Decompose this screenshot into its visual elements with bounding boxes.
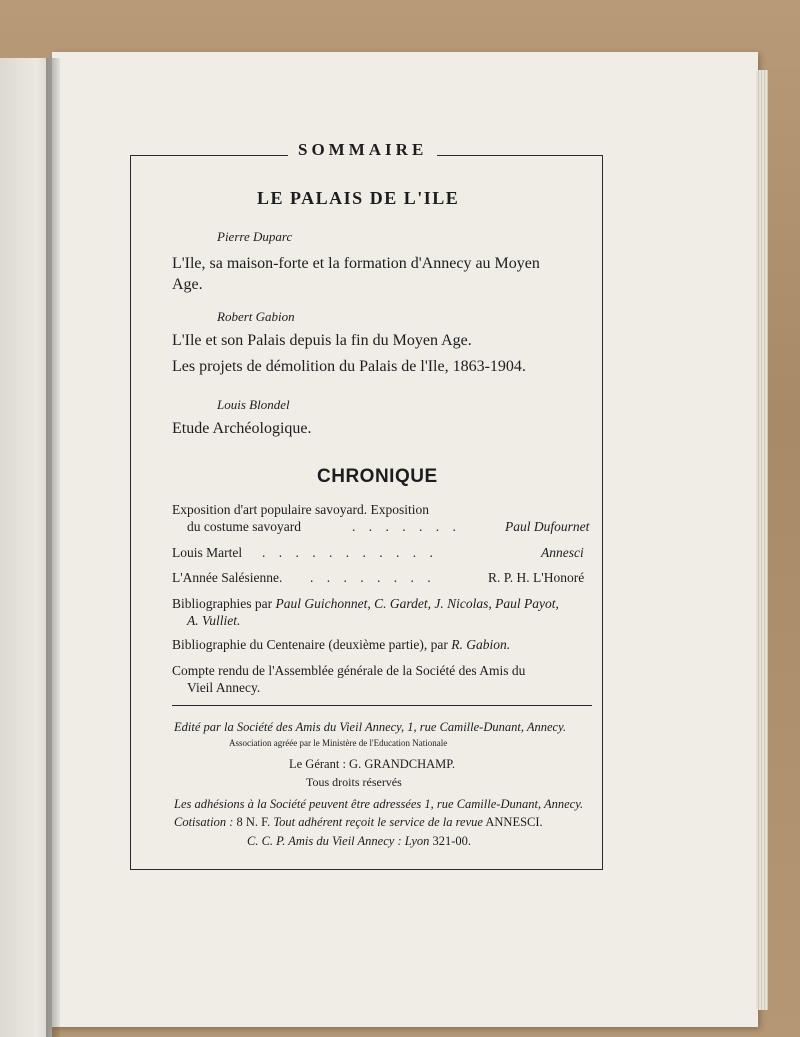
leader-dots: . . . . . . . [352,519,461,534]
sommaire-heading: SOMMAIRE [288,140,437,160]
article-2: L'Ile et son Palais depuis la fin du Moyen Age. [172,332,472,349]
chronique-item-2-author: Annesci [541,545,584,560]
chronique-item-1-line-1: Exposition d'art populaire savoyard. Exposition [172,502,430,517]
footer-rule [172,705,592,706]
footer-ccp [247,834,471,849]
article-1-line-1: L'Ile, sa maison-forte et la formation d'Annecy au Moyen [172,255,540,272]
footer-journal-name: ANNESCI. [485,815,543,829]
footer-publisher-name: Edité par la Société des Amis du Vieil Annecy, [174,720,405,734]
chronique-item-4-line-1 [172,596,559,612]
bibliographie-centenaire-author: R. Gabion. [451,637,511,652]
footer-cotisation-amount: 8 N. F. [236,815,271,829]
footer-publisher [174,720,566,735]
chronique-item-1-line-2: du costume savoyard [187,519,301,534]
footer-adhesions-text: Les adhésions à la Société peuvent être adressées [174,797,422,811]
footer-rights: Tous droits réservés [306,775,402,789]
leader-dots: . . . . . . . . . . . [262,545,438,560]
footer-ccp-number: 321-00. [432,834,472,848]
footer-cotisation-label: Cotisation : [174,815,234,829]
chronique-item-6-line-1: Compte rendu de l'Assemblée générale de la Société des Amis du [172,663,526,678]
section-title: LE PALAIS DE L'ILE [257,188,460,208]
book-gutter [46,58,60,1037]
footer-association: Association agréée par le Ministère de l'Education Nationale [229,738,448,748]
chronique-item-2: Louis Martel [172,545,243,560]
footer-cotisation-text: Tout adhérent reçoit le service de la revue [273,815,483,829]
page-edges [756,70,768,1010]
chronique-item-4-line-2: A. Vulliet. [187,613,241,628]
footer-adhesions [174,797,583,812]
chronique-item-5 [172,637,510,653]
bibliographie-centenaire: Bibliographie du Centenaire (deuxième partie), par [172,637,448,652]
chronique-title: CHRONIQUE [317,466,438,487]
leader-dots: . . . . . . . . [310,570,436,585]
chronique-item-3-author: R. P. H. L'Honoré [488,570,585,585]
author-duparc: Pierre Duparc [217,229,293,244]
article-3: Les projets de démolition du Palais de l'Ile, 1863-1904. [172,358,526,375]
left-page [0,58,52,1037]
article-4: Etude Archéologique. [172,420,312,437]
article-1-line-2: Age. [172,276,203,293]
footer-cotisation [174,815,543,830]
footer-publisher-address: 1, rue Camille-Dunant, Annecy. [407,720,567,734]
footer-adhesions-address: 1, rue Camille-Dunant, Annecy. [424,797,584,811]
footer-gerant [289,757,455,772]
footer-gerant-name: G. GRANDCHAMP. [349,757,455,771]
footer-gerant-label: Le Gérant : [289,757,346,771]
chronique-item-1-author: Paul Dufournet [505,519,590,534]
author-gabion: Robert Gabion [217,309,295,324]
chronique-item-6-line-2: Vieil Annecy. [187,680,261,695]
footer-ccp-text: C. C. P. Amis du Vieil Annecy : Lyon [247,834,430,848]
author-blondel: Louis Blondel [217,397,290,412]
bibliographies-prefix: Bibliographies par [172,596,273,611]
bibliographies-names: Paul Guichonnet, C. Gardet, J. Nicolas, Paul Payot, [275,596,559,611]
chronique-item-3: L'Année Salésienne. [172,570,283,585]
